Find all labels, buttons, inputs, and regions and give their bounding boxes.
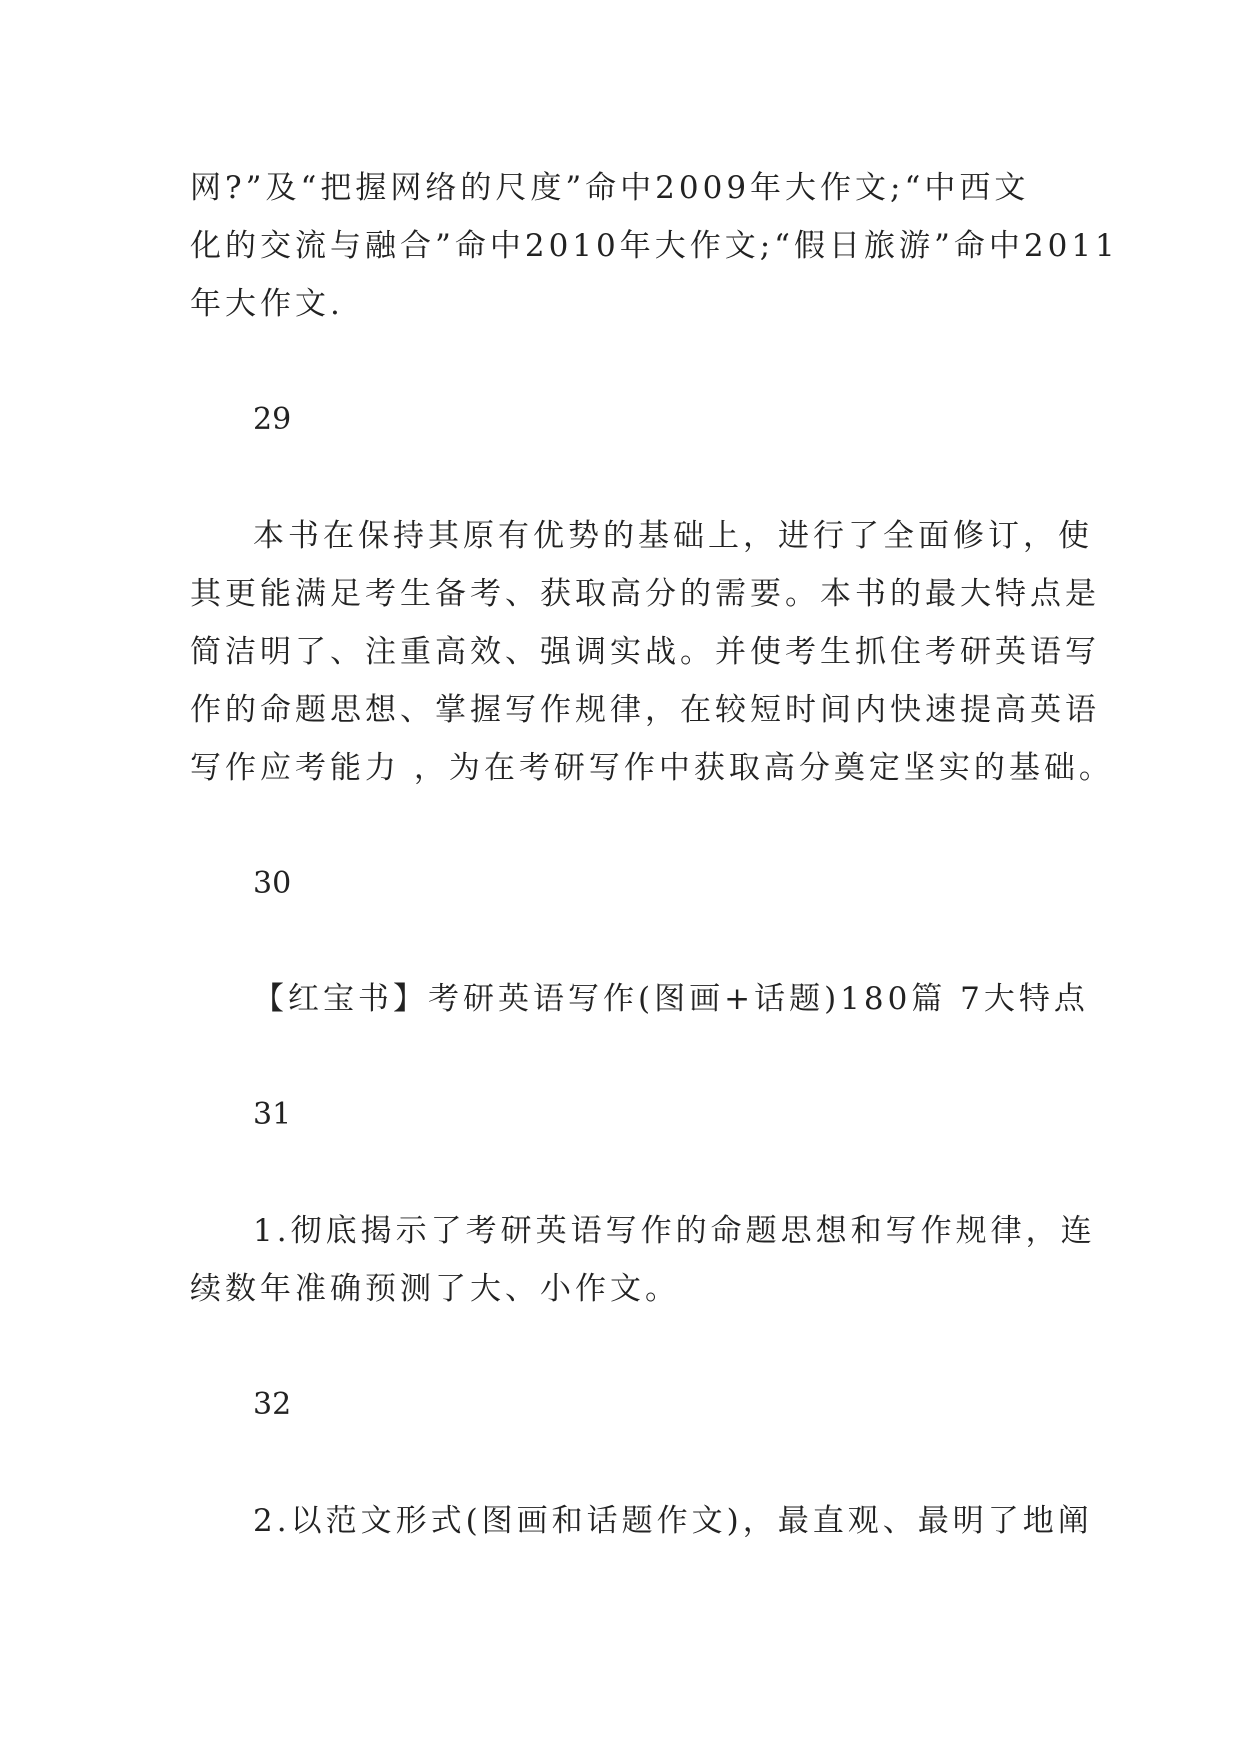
paragraph-number-32: 32 <box>253 1387 292 1422</box>
paragraph-2-line-5: 写作应考能力 ，为在考研写作中获取高分奠定坚实的基础。 <box>190 750 1114 786</box>
paragraph-2-line-3: 简洁明了、注重高效、强调实战。并使考生抓住考研英语写 <box>190 634 1100 670</box>
paragraph-3-line-1: 【红宝书】考研英语写作(图画+话题)180篇 7大特点 <box>253 981 1089 1017</box>
paragraph-1-line-3: 年大作文. <box>190 286 344 322</box>
paragraph-2-line-1: 本书在保持其原有优势的基础上，进行了全面修订，使 <box>253 518 1093 554</box>
paragraph-5-line-1: 2.以范文形式(图画和话题作文)，最直观、最明了地阐 <box>253 1503 1093 1539</box>
paragraph-1-line-2: 化的交流与融合”命中2010年大作文;“假日旅游”命中2011 <box>190 228 1119 264</box>
paragraph-4-line-1: 1.彻底揭示了考研英语写作的命题思想和写作规律，连 <box>253 1213 1096 1249</box>
paragraph-number-31: 31 <box>253 1097 292 1132</box>
paragraph-2-line-4: 作的命题思想、掌握写作规律，在较短时间内快速提高英语 <box>190 692 1100 728</box>
paragraph-number-30: 30 <box>253 866 292 901</box>
paragraph-number-29: 29 <box>253 402 292 437</box>
paragraph-2-line-2: 其更能满足考生备考、获取高分的需要。本书的最大特点是 <box>190 576 1100 612</box>
paragraph-1-line-1: 网?”及“把握网络的尺度”命中2009年大作文;“中西文 <box>190 170 1030 206</box>
paragraph-4-line-2: 续数年准确预测了大、小作文。 <box>190 1271 680 1307</box>
